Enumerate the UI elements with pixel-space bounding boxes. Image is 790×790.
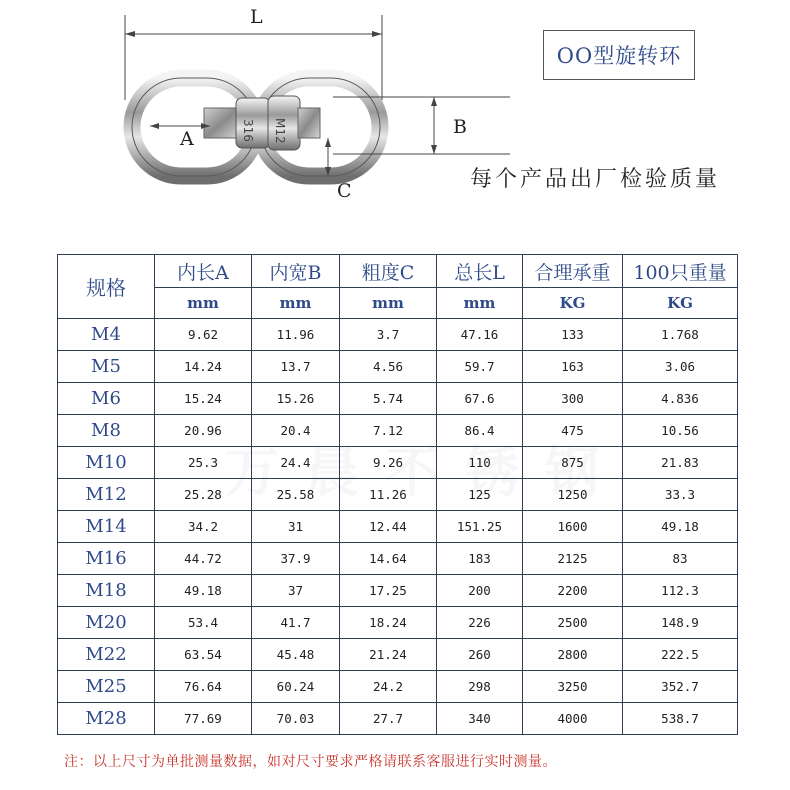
value-cell: 1.768 bbox=[623, 319, 738, 351]
table-header-row bbox=[58, 255, 738, 288]
value-cell: 15.26 bbox=[252, 383, 340, 415]
column-header: 内长A bbox=[155, 255, 252, 288]
value-cell: 18.24 bbox=[340, 607, 437, 639]
value-cell: 24.2 bbox=[340, 671, 437, 703]
value-cell: 298 bbox=[437, 671, 523, 703]
value-cell: 86.4 bbox=[437, 415, 523, 447]
value-cell: 11.96 bbox=[252, 319, 340, 351]
dimension-label-l: L bbox=[250, 6, 263, 28]
size-cell: M10 bbox=[58, 447, 155, 479]
value-cell: 77.69 bbox=[155, 703, 252, 735]
value-cell: 21.83 bbox=[623, 447, 738, 479]
table-unit-row bbox=[58, 288, 738, 319]
value-cell: 1250 bbox=[523, 479, 623, 511]
size-cell: M4 bbox=[58, 319, 155, 351]
size-cell: M18 bbox=[58, 575, 155, 607]
value-cell: 25.3 bbox=[155, 447, 252, 479]
value-cell: 37.9 bbox=[252, 543, 340, 575]
value-cell: 12.44 bbox=[340, 511, 437, 543]
column-unit: mm bbox=[437, 288, 523, 319]
value-cell: 59.7 bbox=[437, 351, 523, 383]
value-cell: 125 bbox=[437, 479, 523, 511]
value-cell: 3.7 bbox=[340, 319, 437, 351]
value-cell: 300 bbox=[523, 383, 623, 415]
value-cell: 538.7 bbox=[623, 703, 738, 735]
size-cell: M20 bbox=[58, 607, 155, 639]
value-cell: 41.7 bbox=[252, 607, 340, 639]
value-cell: 25.28 bbox=[155, 479, 252, 511]
value-cell: 151.25 bbox=[437, 511, 523, 543]
value-cell: 31 bbox=[252, 511, 340, 543]
product-diagram bbox=[0, 0, 790, 215]
column-header: 100只重量 bbox=[623, 255, 738, 288]
size-cell: M6 bbox=[58, 383, 155, 415]
quality-tagline: 每个产品出厂检验质量 bbox=[470, 167, 721, 192]
column-unit: mm bbox=[252, 288, 340, 319]
value-cell: 2200 bbox=[523, 575, 623, 607]
value-cell: 49.18 bbox=[155, 575, 252, 607]
value-cell: 2500 bbox=[523, 607, 623, 639]
value-cell: 20.4 bbox=[252, 415, 340, 447]
column-header: 合理承重 bbox=[523, 255, 623, 288]
value-cell: 260 bbox=[437, 639, 523, 671]
value-cell: 148.9 bbox=[623, 607, 738, 639]
value-cell: 2125 bbox=[523, 543, 623, 575]
value-cell: 5.74 bbox=[340, 383, 437, 415]
table-row bbox=[58, 447, 738, 479]
swivel-mark-316: 316 bbox=[241, 119, 255, 142]
table-row bbox=[58, 415, 738, 447]
value-cell: 34.2 bbox=[155, 511, 252, 543]
table-row bbox=[58, 351, 738, 383]
value-cell: 27.7 bbox=[340, 703, 437, 735]
value-cell: 13.7 bbox=[252, 351, 340, 383]
value-cell: 25.58 bbox=[252, 479, 340, 511]
size-cell: M16 bbox=[58, 543, 155, 575]
value-cell: 45.48 bbox=[252, 639, 340, 671]
size-cell: M12 bbox=[58, 479, 155, 511]
value-cell: 47.16 bbox=[437, 319, 523, 351]
value-cell: 53.4 bbox=[155, 607, 252, 639]
size-cell: M28 bbox=[58, 703, 155, 735]
spec-table bbox=[57, 254, 738, 735]
table-row bbox=[58, 607, 738, 639]
value-cell: 4.56 bbox=[340, 351, 437, 383]
value-cell: 20.96 bbox=[155, 415, 252, 447]
product-title: OO型旋转环 bbox=[543, 30, 695, 80]
table-row bbox=[58, 383, 738, 415]
size-cell: M5 bbox=[58, 351, 155, 383]
size-cell: M8 bbox=[58, 415, 155, 447]
size-cell: M22 bbox=[58, 639, 155, 671]
column-unit: mm bbox=[340, 288, 437, 319]
value-cell: 63.54 bbox=[155, 639, 252, 671]
value-cell: 24.4 bbox=[252, 447, 340, 479]
value-cell: 60.24 bbox=[252, 671, 340, 703]
value-cell: 340 bbox=[437, 703, 523, 735]
value-cell: 183 bbox=[437, 543, 523, 575]
value-cell: 3250 bbox=[523, 671, 623, 703]
value-cell: 17.25 bbox=[340, 575, 437, 607]
column-unit: KG bbox=[523, 288, 623, 319]
column-header: 总长L bbox=[437, 255, 523, 288]
value-cell: 9.26 bbox=[340, 447, 437, 479]
value-cell: 14.64 bbox=[340, 543, 437, 575]
value-cell: 76.64 bbox=[155, 671, 252, 703]
value-cell: 226 bbox=[437, 607, 523, 639]
value-cell: 875 bbox=[523, 447, 623, 479]
value-cell: 49.18 bbox=[623, 511, 738, 543]
value-cell: 37 bbox=[252, 575, 340, 607]
table-row bbox=[58, 575, 738, 607]
column-header: 内宽B bbox=[252, 255, 340, 288]
value-cell: 21.24 bbox=[340, 639, 437, 671]
value-cell: 9.62 bbox=[155, 319, 252, 351]
value-cell: 2800 bbox=[523, 639, 623, 671]
value-cell: 110 bbox=[437, 447, 523, 479]
dimension-label-a: A bbox=[180, 128, 194, 150]
column-header: 粗度C bbox=[340, 255, 437, 288]
value-cell: 10.56 bbox=[623, 415, 738, 447]
value-cell: 70.03 bbox=[252, 703, 340, 735]
value-cell: 475 bbox=[523, 415, 623, 447]
table-row bbox=[58, 671, 738, 703]
value-cell: 4.836 bbox=[623, 383, 738, 415]
size-cell: M14 bbox=[58, 511, 155, 543]
table-row bbox=[58, 543, 738, 575]
table-row bbox=[58, 319, 738, 351]
value-cell: 11.26 bbox=[340, 479, 437, 511]
value-cell: 222.5 bbox=[623, 639, 738, 671]
value-cell: 133 bbox=[523, 319, 623, 351]
value-cell: 4000 bbox=[523, 703, 623, 735]
value-cell: 33.3 bbox=[623, 479, 738, 511]
value-cell: 44.72 bbox=[155, 543, 252, 575]
value-cell: 1600 bbox=[523, 511, 623, 543]
value-cell: 83 bbox=[623, 543, 738, 575]
value-cell: 14.24 bbox=[155, 351, 252, 383]
dimension-label-b: B bbox=[453, 116, 467, 138]
size-cell: M25 bbox=[58, 671, 155, 703]
value-cell: 67.6 bbox=[437, 383, 523, 415]
dimension-label-c: C bbox=[337, 180, 352, 202]
swivel-mark-m12: M12 bbox=[273, 118, 287, 144]
value-cell: 112.3 bbox=[623, 575, 738, 607]
measurement-note: 注：以上尺寸为单批测量数据，如对尺寸要求严格请联系客服进行实时测量。 bbox=[64, 754, 557, 770]
value-cell: 7.12 bbox=[340, 415, 437, 447]
table-row bbox=[58, 639, 738, 671]
table-row bbox=[58, 479, 738, 511]
value-cell: 352.7 bbox=[623, 671, 738, 703]
column-unit: KG bbox=[623, 288, 738, 319]
value-cell: 163 bbox=[523, 351, 623, 383]
value-cell: 15.24 bbox=[155, 383, 252, 415]
spec-header: 规格 bbox=[58, 255, 155, 319]
value-cell: 200 bbox=[437, 575, 523, 607]
column-unit: mm bbox=[155, 288, 252, 319]
value-cell: 3.06 bbox=[623, 351, 738, 383]
table-row bbox=[58, 511, 738, 543]
table-row bbox=[58, 703, 738, 735]
